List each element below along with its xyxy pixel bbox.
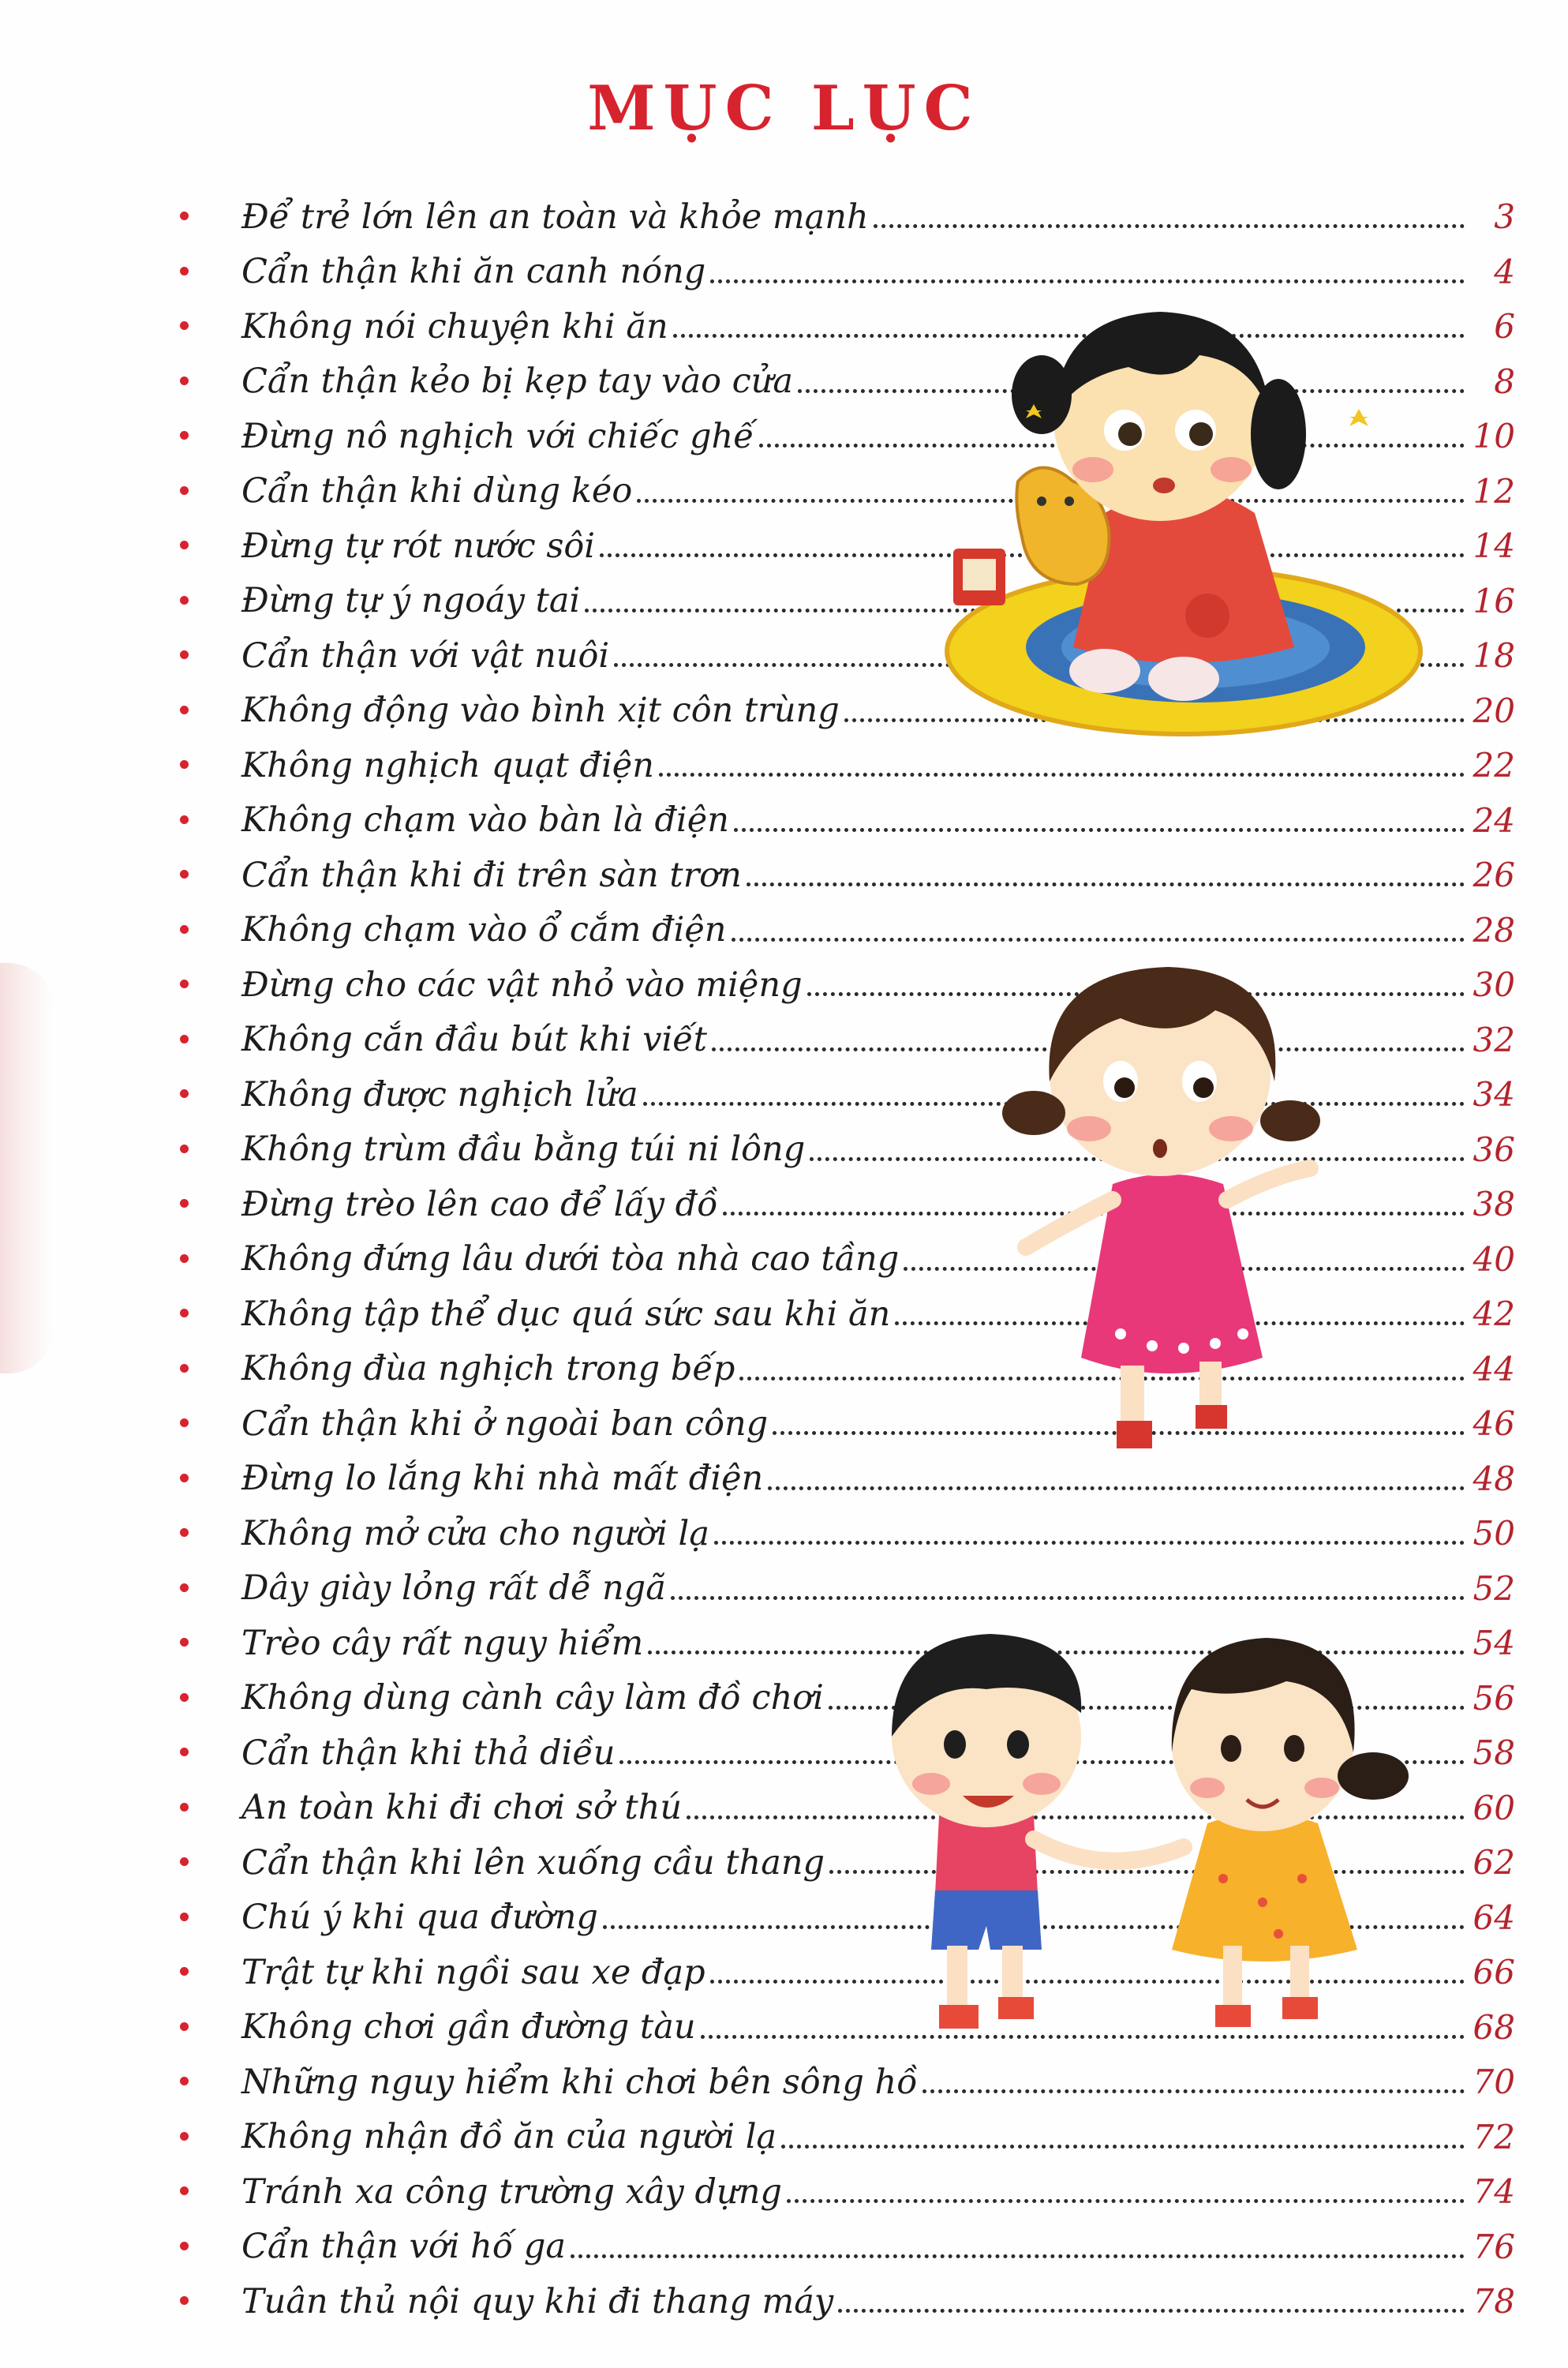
toc-entry-page-number: 50	[1473, 1514, 1515, 1553]
bullet-icon	[180, 870, 189, 879]
toc-entry-title: Không chạm vào bàn là điện	[241, 800, 729, 841]
toc-entry[interactable]	[189, 2110, 1515, 2165]
toc-entry-page-number: 60	[1473, 1788, 1515, 1827]
toc-entry[interactable]	[189, 2164, 1515, 2220]
toc-entry-page-number: 48	[1473, 1459, 1515, 1498]
toc-entry[interactable]	[189, 2220, 1515, 2275]
bullet-icon	[180, 541, 189, 549]
bullet-icon	[180, 1693, 189, 1702]
dot-leader	[747, 882, 1465, 886]
toc-entry-title: Tuân thủ nội quy khi đi thang máy	[241, 2281, 834, 2321]
dot-leader	[732, 938, 1465, 942]
bullet-icon	[180, 1857, 189, 1866]
bullet-icon	[180, 1254, 189, 1263]
bullet-icon	[180, 212, 189, 220]
dot-leader	[874, 224, 1465, 228]
dot-leader	[710, 279, 1465, 283]
bullet-icon	[180, 1913, 189, 1921]
girl-sitting-with-cat-illustration	[923, 300, 1428, 742]
toc-entry-title: Trèo cây rất nguy hiểm	[241, 1623, 644, 1663]
toc-entry-title: Đừng tự ý ngoáy tai	[241, 581, 581, 621]
toc-entry[interactable]	[189, 2274, 1515, 2329]
toc-entry-page-number: 30	[1473, 965, 1515, 1005]
toc-entry-title: Không trùm đầu bằng túi ni lông	[241, 1130, 806, 1170]
toc-entry-page-number: 28	[1473, 910, 1515, 950]
toc-entry-title: Đừng tự rót nước sôi	[241, 526, 596, 566]
toc-entry-title: Không dùng cành cây làm đồ chơi	[241, 1678, 824, 1718]
bullet-icon	[180, 706, 189, 714]
toc-entry-title: Đừng nô nghịch với chiếc ghế	[241, 416, 754, 456]
toc-entry-page-number: 22	[1473, 746, 1515, 785]
bullet-icon	[180, 1474, 189, 1482]
toc-entry-page-number: 34	[1473, 1075, 1515, 1115]
toc-entry-page-number: 8	[1494, 362, 1515, 401]
toc-entry-page-number: 46	[1473, 1404, 1515, 1444]
bullet-icon	[180, 267, 189, 275]
toc-entry-title: Cẩn thận khi ở ngoài ban công	[241, 1403, 769, 1444]
bullet-icon	[180, 1638, 189, 1647]
bullet-icon	[180, 1035, 189, 1043]
toc-entry-page-number: 18	[1473, 636, 1515, 676]
dot-leader	[734, 828, 1465, 832]
toc-entry-page-number: 14	[1473, 526, 1515, 566]
toc-entry-title: Không chơi gần đường tàu	[241, 2007, 696, 2048]
dot-leader	[781, 2145, 1465, 2149]
toc-entry-title: Cẩn thận khi dùng kéo	[241, 471, 633, 511]
toc-entry-page-number: 64	[1473, 1898, 1515, 1937]
toc-entry-title: Cẩn thận khi lên xuống cầu thang	[241, 1842, 825, 1883]
bullet-icon	[180, 760, 189, 769]
bullet-icon	[180, 1309, 189, 1317]
toc-entry-page-number: 76	[1473, 2227, 1515, 2266]
toc-entry-title: Đừng lo lắng khi nhà mất điện	[241, 1459, 764, 1499]
toc-entry-page-number: 10	[1473, 417, 1515, 456]
toc-entry[interactable]	[189, 1506, 1515, 1561]
toc-entry-title: Cẩn thận khi thả diều	[241, 1733, 616, 1773]
toc-entry-page-number: 72	[1473, 2117, 1515, 2156]
toc-entry-title: Không nhận đồ ăn của người lạ	[241, 2117, 777, 2157]
toc-entry-title: Không đứng lâu dưới tòa nhà cao tầng	[241, 1239, 900, 1280]
bullet-icon	[180, 1528, 189, 1537]
dot-leader	[922, 2089, 1465, 2093]
toc-entry-page-number: 40	[1473, 1239, 1515, 1279]
bullet-icon	[180, 925, 189, 934]
toc-entry-page-number: 4	[1494, 252, 1515, 291]
toc-entry-page-number: 6	[1494, 307, 1515, 347]
page-edge-shadow	[0, 963, 55, 1373]
toc-entry-title: Đừng cho các vật nhỏ vào miệng	[241, 965, 803, 1005]
girl-dress	[1172, 1814, 1357, 1962]
bullet-icon	[180, 980, 189, 988]
dot-leader	[768, 1486, 1465, 1490]
toc-entry-title: Đừng trèo lên cao để lấy đồ	[241, 1184, 718, 1224]
toc-entry-page-number: 74	[1473, 2172, 1515, 2212]
bullet-icon	[180, 2296, 189, 2305]
toc-entry-page-number: 42	[1473, 1295, 1515, 1334]
bullet-icon	[180, 1145, 189, 1153]
toc-entry-title: Chú ý khi qua đường	[241, 1898, 598, 1938]
toc-entry-page-number: 44	[1473, 1349, 1515, 1388]
toc-entry-title: Cẩn thận khi ăn canh nóng	[241, 252, 706, 292]
dot-leader	[671, 1596, 1465, 1600]
bullet-icon	[180, 1967, 189, 1976]
toc-entry-title: Không nghịch quạt điện	[241, 745, 654, 785]
toc-entry-page-number: 78	[1473, 2282, 1515, 2321]
dot-leader	[787, 2199, 1465, 2203]
dot-leader	[714, 1541, 1465, 1545]
bullet-icon	[180, 596, 189, 605]
toc-entry-page-number: 58	[1473, 1733, 1515, 1773]
toc-entry[interactable]	[189, 245, 1515, 300]
toc-entry[interactable]	[189, 903, 1515, 958]
toc-entry-page-number: 24	[1473, 800, 1515, 840]
toc-entry-page-number: 62	[1473, 1843, 1515, 1883]
toc-entry-page-number: 70	[1473, 2063, 1515, 2102]
toc-entry-title: Không đùa nghịch trong bếp	[241, 1349, 735, 1389]
toc-entry-page-number: 3	[1494, 197, 1515, 237]
bullet-icon	[180, 650, 189, 659]
toc-entry-page-number: 16	[1473, 581, 1515, 620]
toc-entry-page-number: 36	[1473, 1130, 1515, 1169]
toc-entry-page-number: 12	[1473, 471, 1515, 511]
bullet-icon	[180, 815, 189, 824]
bullet-icon	[180, 377, 189, 385]
toc-entry-page-number: 66	[1473, 1953, 1515, 1992]
bullet-icon	[180, 486, 189, 495]
toc-entry-page-number: 32	[1473, 1020, 1515, 1059]
toc-entry-title: Cẩn thận kẻo bị kẹp tay vào cửa	[241, 362, 794, 402]
toc-entry-title: Không chạm vào ổ cắm điện	[241, 910, 727, 950]
bullet-icon	[180, 2186, 189, 2195]
boy-shorts	[931, 1890, 1042, 1950]
bullet-icon	[180, 1748, 189, 1756]
toc-entry-title: Không động vào bình xịt côn trùng	[241, 691, 840, 731]
toc-entry-title: An toàn khi đi chơi sở thú	[241, 1788, 683, 1828]
toc-entry[interactable]	[189, 793, 1515, 849]
toc-entry-page-number: 56	[1473, 1678, 1515, 1718]
toc-entry-page-number: 38	[1473, 1185, 1515, 1224]
toc-entry-title: Cẩn thận với hố ga	[241, 2227, 567, 2267]
toc-entry-title: Để trẻ lớn lên an toàn và khỏe mạnh	[241, 197, 869, 237]
bullet-icon	[180, 2022, 189, 2031]
toc-entry-title: Không nói chuyện khi ăn	[241, 306, 668, 347]
dot-leader	[571, 2254, 1465, 2258]
page-title: MỤC LỤC	[587, 73, 981, 144]
toc-entry-title: Không mở cửa cho người lạ	[241, 1513, 709, 1553]
toc-entry-title: Cẩn thận khi đi trên sàn trơn	[241, 855, 742, 895]
bullet-icon	[180, 321, 189, 330]
girl-in-pink-dress-illustration	[1002, 963, 1342, 1468]
toc-entry-title: Không cắn đầu bút khi viết	[241, 1020, 708, 1060]
boy-and-girl-holding-hands-illustration	[868, 1626, 1436, 2068]
toc-entry[interactable]	[189, 738, 1515, 793]
toc-entry-title: Tránh xa công trường xây dựng	[241, 2171, 782, 2212]
bullet-icon	[180, 1199, 189, 1208]
dot-leader	[838, 2309, 1465, 2313]
toc-entry-title: Không được nghịch lửa	[241, 1074, 638, 1115]
bullet-icon	[180, 1364, 189, 1373]
toc-entry-title: Trật tự khi ngồi sau xe đạp	[241, 1952, 705, 1992]
bullet-icon	[180, 431, 189, 440]
bullet-icon	[180, 2077, 189, 2085]
toc-entry-page-number: 52	[1473, 1568, 1515, 1608]
toc-entry-title: Những nguy hiểm khi chơi bên sông hồ	[241, 2062, 918, 2102]
bullet-icon	[180, 1089, 189, 1098]
toc-entry-title: Dây giày lỏng rất dễ ngã	[241, 1568, 666, 1609]
toc-entry[interactable]	[189, 848, 1515, 903]
toc-entry[interactable]	[189, 189, 1515, 245]
bullet-icon	[180, 2242, 189, 2250]
toc-entry[interactable]	[189, 1561, 1515, 1617]
toc-entry-page-number: 68	[1473, 2007, 1515, 2047]
toc-entry-page-number: 54	[1473, 1624, 1515, 1663]
bullet-icon	[180, 1803, 189, 1812]
bullet-icon	[180, 1583, 189, 1592]
toc-entry-title: Không tập thể dục quá sức sau khi ăn	[241, 1294, 891, 1334]
toc-entry-title: Cẩn thận với vật nuôi	[241, 635, 610, 676]
bullet-icon	[180, 2132, 189, 2141]
toc-entry-page-number: 26	[1473, 856, 1515, 895]
bullet-icon	[180, 1418, 189, 1427]
dot-leader	[659, 773, 1465, 777]
toc-entry-page-number: 20	[1473, 691, 1515, 730]
